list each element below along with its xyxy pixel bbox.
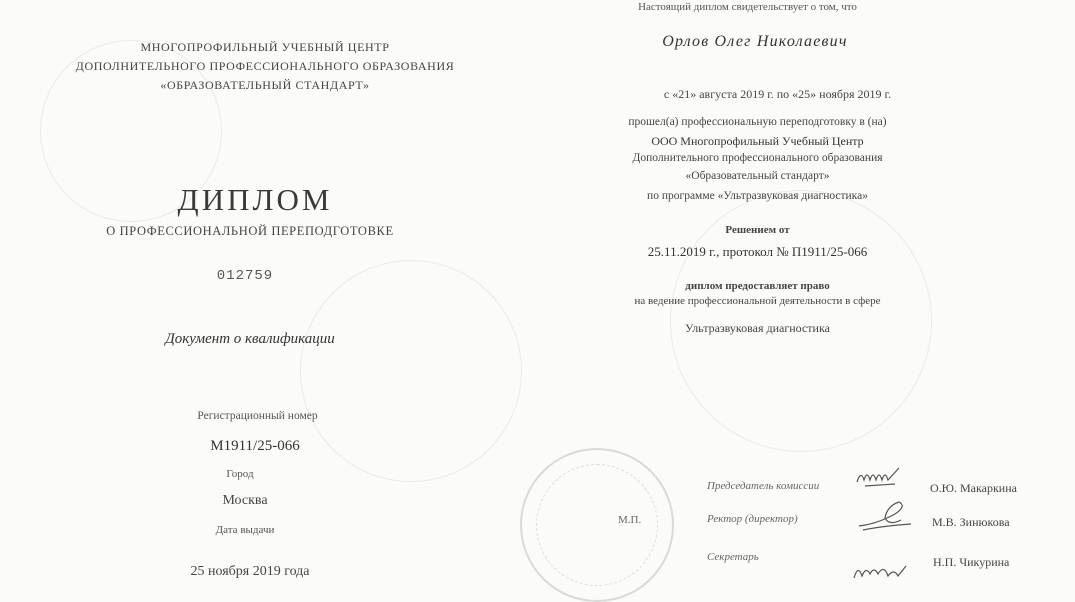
field-of-activity: Ультразвуковая диагностика (685, 321, 830, 335)
diploma-content-page (540, 0, 1075, 585)
org-name-line-2: ДОПОЛНИТЕЛЬНОГО ПРОФЕССИОНАЛЬНОГО ОБРАЗОВАНИЯ (75, 59, 455, 73)
city-label: Город (226, 468, 254, 480)
org-name-line-1: МНОГОПРОФИЛЬНЫЙ УЧЕБНЫЙ ЦЕНТР (140, 40, 390, 54)
decision-label: Решением от (725, 224, 790, 236)
issue-date-value: 25 ноября 2019 года (190, 564, 310, 579)
city-value: Москва (222, 493, 268, 508)
chair-name: О.Ю. Макаркина (930, 481, 1017, 495)
program-text: по программе «Ультразвуковая диагностика» (647, 190, 868, 202)
grants-right-text: диплом предоставляет право (685, 280, 830, 292)
certifies-text: Настоящий диплом свидетельствует о том, что (638, 1, 857, 13)
secretary-signature (850, 560, 910, 584)
rector-label: Ректор (директор) (707, 513, 798, 525)
registration-number: M1911/25-066 (210, 438, 300, 454)
rector-name: М.В. Зинюкова (932, 515, 1010, 529)
round-seal-stamp (520, 448, 674, 602)
registration-label: Регистрационный номер (197, 410, 318, 422)
issue-date-label: Дата выдачи (215, 524, 275, 536)
recipient-name: Орлов Олег Николаевич (662, 33, 848, 50)
rector-signature (855, 496, 915, 532)
passed-retraining-text: прошел(а) профессиональную переподготовку в (на) (628, 116, 887, 128)
organization-line-2: Дополнительного профессионального образования (632, 152, 883, 164)
secretary-name: Н.П. Чикурина (933, 555, 1010, 569)
diploma-cover-page (0, 0, 540, 585)
document-type: Документ о квалификации (165, 331, 335, 347)
decision-text: 25.11.2019 г., протокол № П1911/25-066 (647, 244, 868, 259)
org-name-line-3: «ОБРАЗОВАТЕЛЬНЫЙ СТАНДАРТ» (160, 78, 370, 92)
organization-line-3: «Образовательный стандарт» (685, 170, 830, 182)
serial-number: 012759 (216, 268, 274, 284)
chair-signature (855, 464, 905, 488)
diploma-subtitle: О ПРОФЕССИОНАЛЬНОЙ ПЕРЕПОДГОТОВКЕ (106, 224, 394, 238)
study-period: с «21» августа 2019 г. по «25» ноября 2019 г. (663, 87, 892, 101)
secretary-label: Секретарь (707, 551, 759, 563)
organization-line-1: ООО Многопрофильный Учебный Центр (651, 134, 864, 148)
chair-label: Председатель комиссии (707, 480, 820, 492)
activity-text: на ведение профессиональной деятельности в сфере (634, 295, 881, 307)
diploma-title: ДИПЛОМ (177, 182, 333, 217)
seal-place-mark: М.П. (618, 514, 642, 526)
